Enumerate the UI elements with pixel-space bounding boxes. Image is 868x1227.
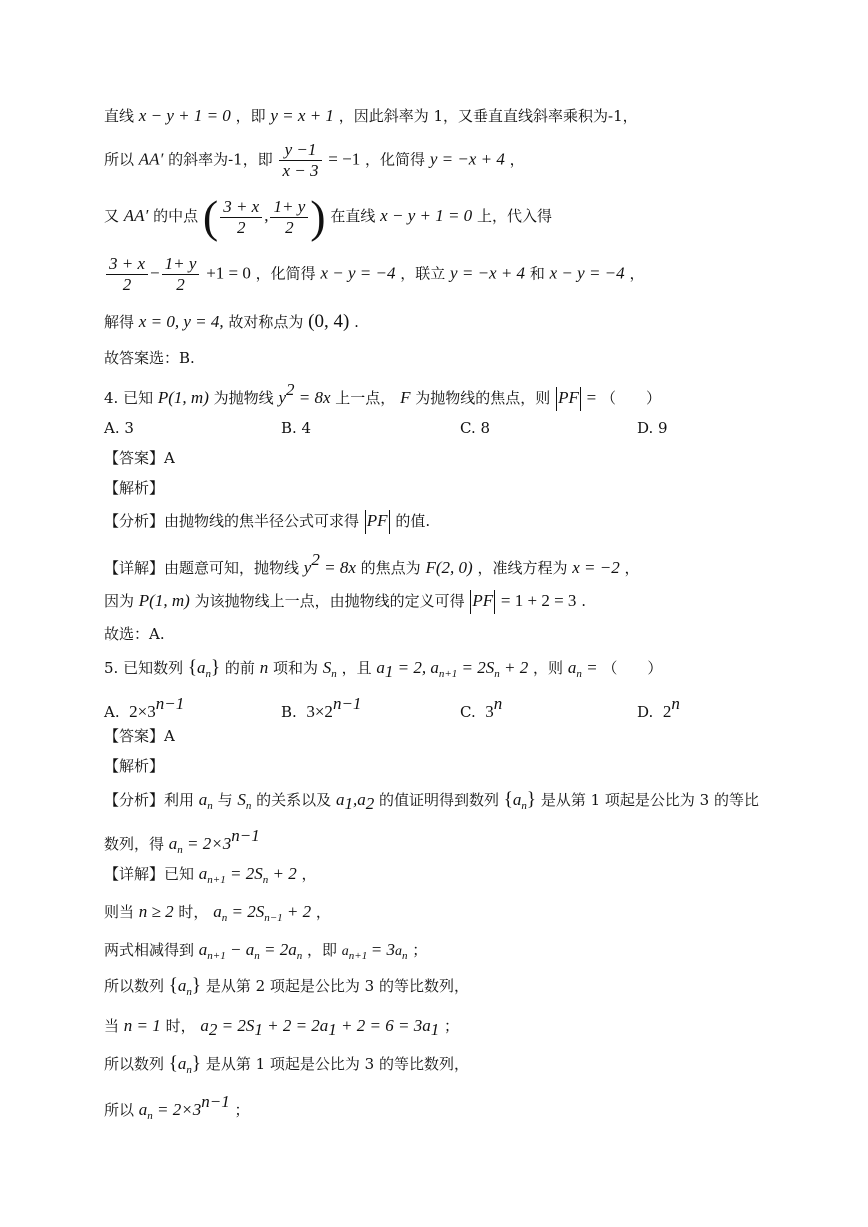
- math-expression: (0, 4): [308, 311, 350, 332]
- fraction: $\frac{1+ y}{2}$: [270, 197, 308, 238]
- option-d: D. 2$^n$: [637, 694, 680, 721]
- detail-text-2: [104, 590, 586, 614]
- text: 时，: [178, 903, 209, 921]
- text: ，化简得: [255, 264, 316, 283]
- text: 所以: [104, 1101, 135, 1119]
- text: 所以数列: [104, 1055, 165, 1073]
- math-expression: y = x + 1: [270, 106, 334, 125]
- math-expression: = −1: [328, 149, 361, 169]
- detail-text: 【详解】已知 $a_{n+1} = 2S_n + 2$ ，: [104, 864, 317, 886]
- detail-text-3: 两式相减得到 $a_{n+1} - a_n = 2a_n$ ，即 $a_{n+1} = 3a_n$ ；: [104, 940, 428, 962]
- text: 项和为: [272, 659, 318, 677]
- text: 在直线: [330, 207, 376, 225]
- text: .: [354, 313, 359, 331]
- text: 所以: [104, 150, 135, 169]
- text: 直线: [104, 107, 135, 125]
- answer-label: 【答案】A: [104, 727, 175, 745]
- text: 【分析】由抛物线的焦半径公式可求得: [104, 512, 360, 530]
- text: 故对称点为: [228, 313, 304, 331]
- analysis-label: 【解析】: [104, 757, 165, 775]
- text: ，即: [306, 941, 337, 959]
- text: 两式相减得到: [104, 941, 195, 959]
- detail-text-7: 所以 $a_n = 2\times 3^{n-1}$ ；: [104, 1092, 250, 1122]
- math-expression: F(2, 0): [425, 558, 473, 577]
- math-expression: x − y = −4: [549, 263, 625, 283]
- text: 【详解】已知: [104, 865, 195, 883]
- detail-text-2: 则当 n ≥ 2 时， $a_n = 2S_{n-1} + 2$ ，: [104, 902, 331, 924]
- text: 的值.: [395, 512, 431, 530]
- option-c: C. 3$^n$: [460, 694, 503, 721]
- text: ，: [315, 903, 331, 921]
- text: ，: [629, 264, 645, 283]
- text: 解得: [104, 313, 135, 331]
- option-b: B. 4: [281, 419, 312, 437]
- fraction: $\frac{1+ y}{2}$: [162, 254, 200, 295]
- text: 的值证明得到数列: [378, 791, 499, 809]
- detail-text-4: 所以数列 $\{a_n\}$ 是从第 2 项起是公比为 3 的等比数列，: [104, 975, 469, 998]
- text: ，即: [235, 107, 266, 125]
- text: 是从第 1 项起是公比为 3 的等比: [540, 791, 759, 809]
- text: ，: [509, 150, 525, 169]
- math-expression: P(1, m): [138, 591, 190, 610]
- text: 所以数列: [104, 977, 165, 995]
- text: 为抛物线: [213, 389, 274, 407]
- math-expression: AA′: [138, 149, 164, 169]
- text: 的斜率为-1，即: [168, 150, 273, 169]
- math-expression: y = −x + 4: [429, 149, 505, 169]
- math-expression: F: [400, 388, 411, 407]
- math-expression: x − y + 1 = 0: [138, 106, 231, 125]
- option-d: D. 9: [637, 419, 668, 437]
- math-expression: =: [586, 388, 597, 407]
- solution-line-5: [104, 312, 359, 332]
- text: 数列，得: [104, 835, 165, 853]
- text: ，联立: [400, 264, 446, 283]
- detail-text-6: 所以数列 $\{a_n\}$ 是从第 1 项起是公比为 3 的等比数列，: [104, 1053, 469, 1076]
- text: ；: [234, 1101, 250, 1119]
- fraction: $\frac{y -1}{x - 3}$: [279, 140, 321, 181]
- text: 上，代入得: [476, 207, 552, 225]
- text: 与: [217, 791, 233, 809]
- analysis-text: [104, 510, 430, 534]
- text: 的关系以及: [256, 791, 332, 809]
- text: 和: [529, 264, 545, 283]
- math-expression: n: [259, 658, 269, 677]
- text: ，: [624, 559, 640, 577]
- text: ，: [301, 865, 317, 883]
- analysis-label: 【解析】: [104, 479, 165, 497]
- option-b: B. $3\times 2^{n-1}$: [281, 694, 362, 721]
- fraction: $\frac{3 + x}{2}$: [106, 254, 148, 295]
- math-expression: PF: [366, 511, 388, 530]
- text: 的前: [224, 659, 255, 677]
- text: 是从第 2 项起是公比为 3 的等比数列，: [205, 977, 469, 995]
- text: 【分析】利用: [104, 791, 195, 809]
- math-expression: $y^2 = 8x$: [303, 550, 356, 577]
- text: ，则: [533, 659, 564, 677]
- math-expression: y = −x + 4: [450, 263, 526, 283]
- text: 【详解】由题意可知，抛物线: [104, 559, 300, 577]
- math-expression: AA′: [123, 206, 149, 225]
- math-expression: $y^2 = 8x$: [278, 380, 331, 407]
- math-expression: x − y + 1 = 0: [380, 206, 473, 225]
- option-a: A. 3: [104, 419, 134, 437]
- text: 的焦点为: [360, 559, 421, 577]
- text: 的中点: [153, 207, 199, 225]
- choice-line: 故选：A.: [104, 625, 165, 643]
- text: ，准线方程为: [477, 559, 568, 577]
- option-a: A. $2\times 3^{n-1}$: [104, 694, 185, 721]
- text: 是从第 1 项起是公比为 3 的等比数列，: [205, 1055, 469, 1073]
- math-expression: x = 0, y = 4,: [138, 312, 224, 331]
- math-expression: PF: [558, 388, 579, 407]
- solution-line-2: [104, 140, 525, 181]
- text: 又: [104, 207, 120, 225]
- text: 当: [104, 1017, 120, 1035]
- text: ；: [412, 941, 428, 959]
- solution-line-3: 又 AA′ 的中点 ( $\frac{3 + x}{2}$ , $\frac{1+ y}{2}$ ) 在直线 x − y + 1 = 0 上，代入得: [104, 191, 552, 242]
- answer-line: 故答案选：B.: [104, 349, 195, 367]
- text: （ ）: [602, 659, 663, 677]
- detail-text-5: 当 n = 1 时， $a_2 = 2S_1 + 2 = 2a_1 + 2 = 6 = 3a_1$ ；: [104, 1016, 460, 1039]
- detail-text: [104, 550, 640, 578]
- text: （ ）: [601, 389, 662, 407]
- text: 则当: [104, 903, 135, 921]
- text: 为抛物线的焦点，则: [415, 389, 551, 407]
- text: 4. 已知: [104, 389, 154, 407]
- math-expression: x = −2: [572, 558, 620, 577]
- text: 为该抛物线上一点，由抛物线的定义可得: [194, 592, 465, 610]
- text: 上一点，: [335, 389, 396, 407]
- math-expression: +1 = 0: [206, 263, 251, 283]
- math-expression: PF: [472, 591, 494, 610]
- math-expression: = 1 + 2 = 3: [500, 591, 577, 610]
- solution-line-1: [104, 106, 638, 126]
- text: 因为: [104, 592, 135, 610]
- math-expression: P(1, m): [157, 388, 209, 407]
- text: 5. 已知数列: [104, 659, 184, 677]
- solution-line-4: $\frac{3 + x}{2}$ − $\frac{1+ y}{2}$ +1 = 0 ，化简得 x − y = −4 ，联立 y = −x + 4 和 x − y = −4 ，: [104, 254, 644, 295]
- text: 时，: [165, 1017, 196, 1035]
- analysis-text-2: 数列，得 $a_n = 2\times 3^{n-1}$: [104, 826, 260, 856]
- question-4-stem: [104, 380, 661, 411]
- analysis-text: 【分析】利用 $a_n$ 与 $S_n$ 的关系以及 $a_1,a_2$ 的值证明得到数列 $\{a_n\}$ 是从第 1 项起是公比为 3 的等比: [104, 789, 759, 813]
- option-c: C. 8: [460, 419, 491, 437]
- question-5-stem: 5. 已知数列 $\{a_n\}$ 的前 n 项和为 $S_n$ ，且 $a_1 = 2$, $a_{n+1} = 2S_n + 2$ ，则 $a_n$ = （ ）: [104, 657, 663, 681]
- math-expression: x − y = −4: [320, 263, 396, 283]
- fraction: $\frac{3 + x}{2}$: [220, 197, 262, 238]
- text: ，化简得: [365, 150, 426, 169]
- text: ；: [444, 1017, 460, 1035]
- text: ，因此斜率为 1，又垂直直线斜率乘积为-1，: [338, 107, 638, 125]
- text: ，且: [341, 659, 372, 677]
- answer-label: 【答案】A: [104, 449, 175, 467]
- text: .: [581, 592, 586, 610]
